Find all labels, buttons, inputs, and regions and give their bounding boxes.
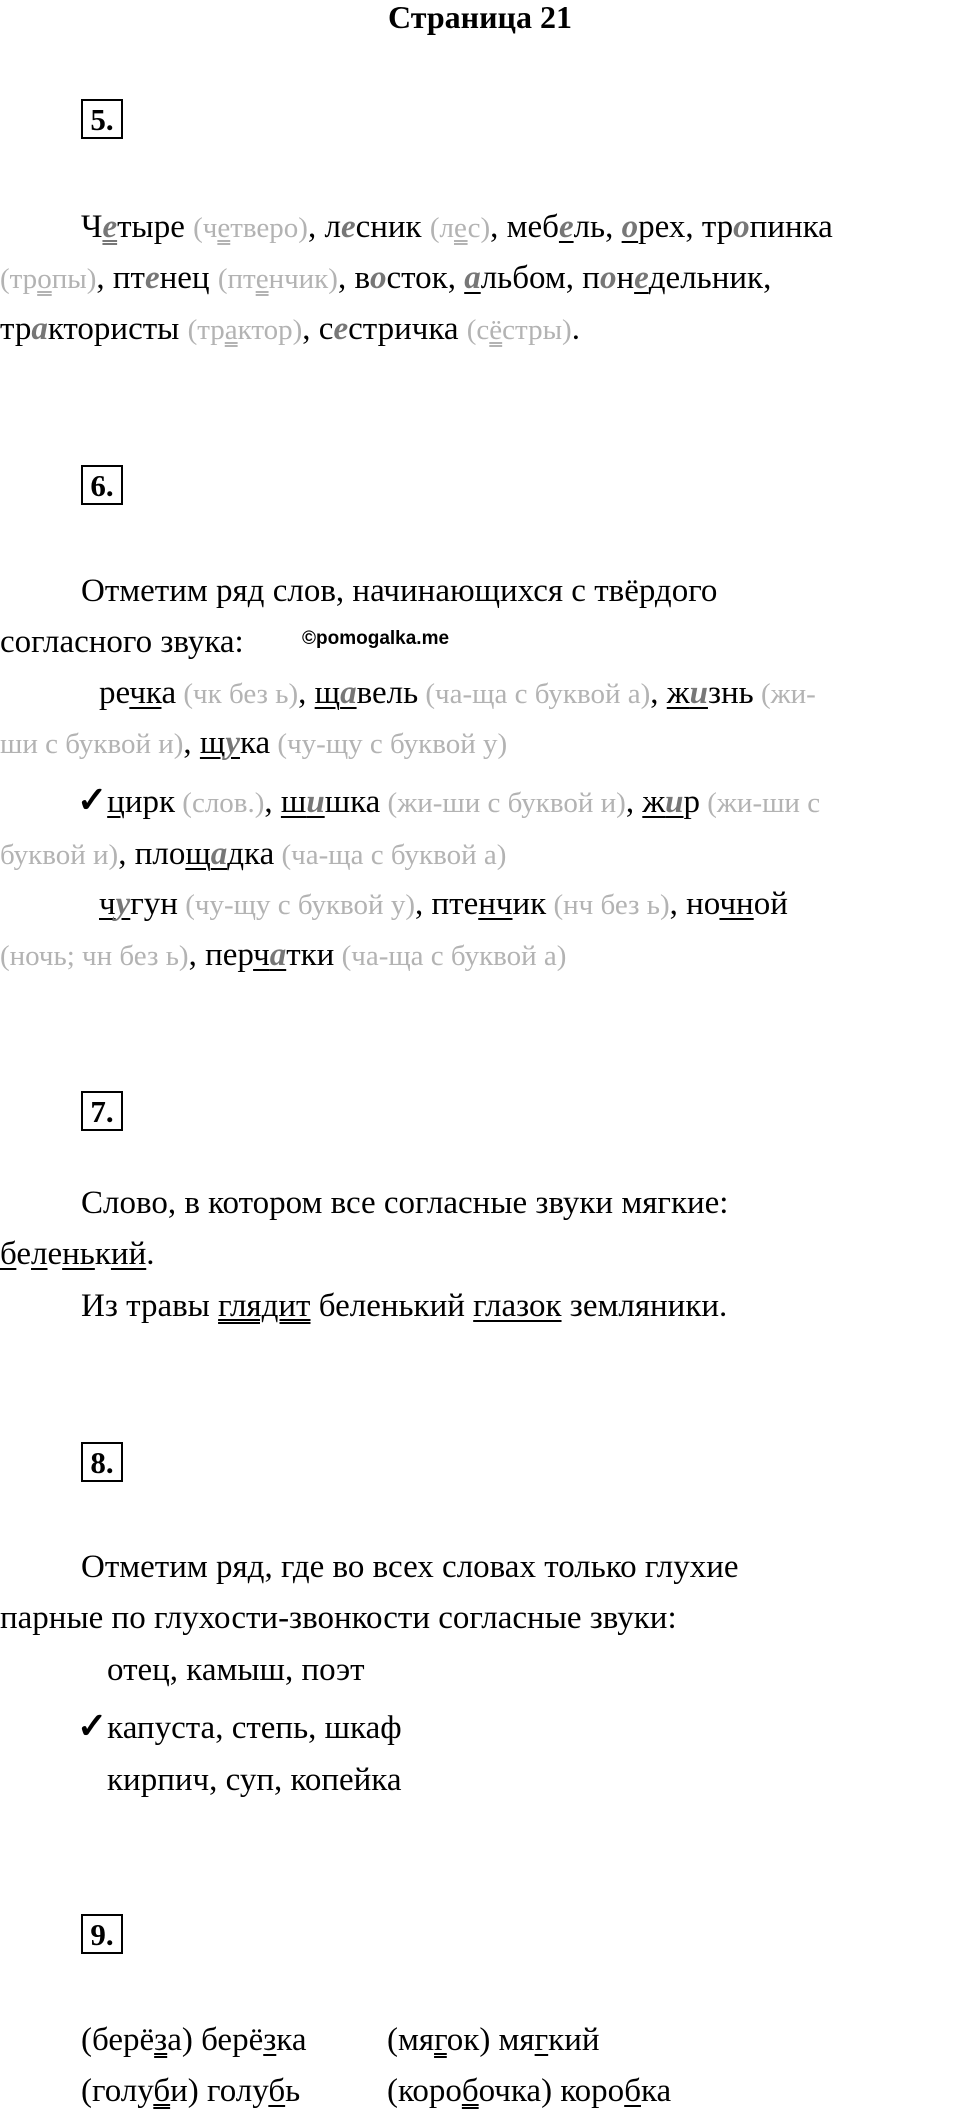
exercise-9-row-1-left: (берёза) берёзка: [81, 2022, 307, 2058]
exercise-5-line-3: трактористы (трактор), сестричка (сёстры).: [0, 311, 580, 347]
exercise-8-number: 8.: [81, 1442, 123, 1482]
exercise-8-line-1: Отметим ряд, где во всех словах только глухие: [81, 1549, 739, 1585]
exercise-6-row-2b: буквой и), площадка (ча-ща с буквой а): [0, 836, 507, 872]
watermark: ©pomogalka.me: [302, 628, 450, 649]
exercise-6-intro-1: Отметим ряд слов, начинающихся с твёрдого: [81, 573, 718, 609]
exercise-6-row-3a: чугун (чу-щу с буквой у), птенчик (нч без ь), ночной: [99, 886, 788, 922]
exercise-8-option-2: ✓капуста, степь, шкаф: [77, 1706, 402, 1746]
exercise-8-option-1: отец, камыш, поэт: [107, 1652, 365, 1688]
exercise-6-number: 6.: [81, 465, 123, 505]
exercise-9-row-2-right: (коробочка) коробка: [387, 2073, 672, 2109]
exercise-5-line-1: Четыре (четверо), лесник (лес), мебель, орех, тропинка: [81, 209, 833, 245]
page-title: Страница 21: [388, 0, 572, 35]
exercise-5-line-2: (тропы), птенец (птенчик), восток, альбом, понедельник,: [0, 260, 772, 296]
exercise-8-option-3: кирпич, суп, копейка: [107, 1762, 402, 1798]
check-mark-icon: ✓: [77, 1706, 108, 1746]
exercise-6-row-3b: (ночь; чн без ь), перчатки (ча-ща с буквой а): [0, 937, 567, 973]
exercise-6-row-2a: ✓цирк (слов.), шишка (жи-ши с буквой и), жир (жи-ши с: [77, 780, 821, 820]
exercise-7-line-1: Слово, в котором все согласные звуки мягкие:: [81, 1185, 729, 1221]
exercise-6-row-1b: ши с буквой и), щука (чу-щу с буквой у): [0, 725, 508, 761]
exercise-9-row-1-right: (мягок) мягкий: [387, 2022, 600, 2058]
check-mark-icon: ✓: [77, 780, 108, 820]
exercise-5-number: 5.: [81, 99, 123, 139]
exercise-6-intro-2: согласного звука:: [0, 624, 244, 660]
exercise-9-row-2-left: (голуби) голубь: [81, 2073, 301, 2109]
exercise-7-line-2: беленький.: [0, 1236, 155, 1272]
exercise-7-number: 7.: [81, 1091, 123, 1131]
exercise-8-line-2: парные по глухости-звонкости согласные звуки:: [0, 1600, 677, 1636]
exercise-9-number: 9.: [81, 1914, 123, 1954]
exercise-6-row-1a: речка (чк без ь), щавель (ча-ща с буквой а), жизнь (жи-: [99, 675, 816, 711]
exercise-7-line-3: Из травы глядит беленький глазок земляники.: [81, 1288, 728, 1324]
